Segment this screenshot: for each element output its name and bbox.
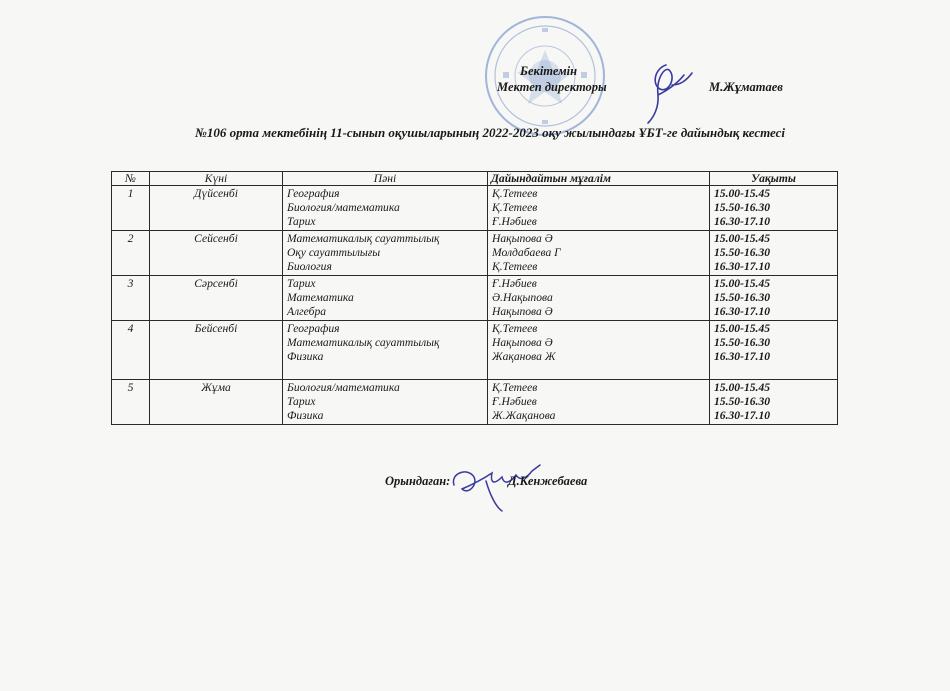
row-subject: Биология/математика <box>287 201 400 214</box>
schedule-table <box>111 171 838 425</box>
approval-role: Мектеп директоры <box>497 80 607 94</box>
row-teacher: Ғ.Нәбиев <box>492 395 537 408</box>
row-teacher: Нақыпова Ә <box>492 305 553 318</box>
row-time: 16.30-17.10 <box>714 409 771 422</box>
table-header-row <box>112 172 838 186</box>
director-name: М.Жұматаев <box>709 80 783 94</box>
row-day: Жұма <box>201 381 231 394</box>
table-row <box>112 276 838 321</box>
row-teacher: Қ.Тетеев <box>492 187 538 200</box>
table-row <box>112 321 838 380</box>
row-teacher: Қ.Тетеев <box>492 322 538 335</box>
row-subject: Биология <box>287 260 332 273</box>
row-time: 15.50-16.30 <box>714 336 771 349</box>
row-teacher: Молдабаева Г <box>492 246 561 259</box>
row-number: 1 <box>127 187 134 200</box>
row-day: Сейсенбі <box>194 232 238 245</box>
executor-label: Орындаған: <box>385 474 451 488</box>
table-row <box>112 186 838 231</box>
row-subject: Оқу сауаттылығы <box>287 246 381 259</box>
row-teacher: Ғ.Нәбиев <box>492 277 537 290</box>
row-time: 15.00-15.45 <box>714 187 771 200</box>
row-time: 15.50-16.30 <box>714 291 771 304</box>
row-subject: Математикалық сауаттылық <box>287 336 440 349</box>
row-subject: Биология/математика <box>287 381 400 394</box>
row-subject: Математикалық сауаттылық <box>287 232 440 245</box>
row-number: 4 <box>127 322 134 335</box>
row-teacher: Нақыпова Ә <box>492 336 553 349</box>
row-number: 5 <box>127 381 134 394</box>
column-header-time: Уақыты <box>710 172 838 186</box>
row-time: 15.00-15.45 <box>714 232 771 245</box>
table-row <box>112 231 838 276</box>
row-day: Сәрсенбі <box>194 277 238 290</box>
row-subject: Физика <box>287 409 324 422</box>
row-day: Дүйсенбі <box>194 187 238 200</box>
row-time: 16.30-17.10 <box>714 215 771 228</box>
row-subject: Тарих <box>287 277 316 290</box>
row-subject: Физика <box>287 350 324 363</box>
row-teacher: Нақыпова Ә <box>492 232 553 245</box>
row-time: 15.00-15.45 <box>714 277 771 290</box>
row-subject: Математика <box>287 291 354 304</box>
row-teacher: Ғ.Нәбиев <box>492 215 537 228</box>
column-header-number: № <box>112 172 150 186</box>
row-time: 16.30-17.10 <box>714 350 771 363</box>
row-teacher: Қ.Тетеев <box>492 260 538 273</box>
row-time: 15.50-16.30 <box>714 395 771 408</box>
row-time: 16.30-17.10 <box>714 260 771 273</box>
row-subject: Алгебра <box>287 305 327 318</box>
row-time: 16.30-17.10 <box>714 305 771 318</box>
row-number: 3 <box>127 277 134 290</box>
row-time: 15.00-15.45 <box>714 381 771 394</box>
page-title: №106 орта мектебінің 11-сынып оқушыларының 2022-2023 оқу жылындағы ҰБТ-ге дайындық кестесі <box>194 125 786 140</box>
row-teacher: Жақанова Ж <box>492 350 556 363</box>
row-number: 2 <box>127 232 134 245</box>
row-time: 15.50-16.30 <box>714 246 771 259</box>
director-signature-icon <box>636 55 698 127</box>
column-header-teacher: Дайындайтын мұғалім <box>488 172 710 186</box>
row-subject: Тарих <box>287 215 316 228</box>
table-row <box>112 380 838 425</box>
row-subject: География <box>287 187 340 200</box>
row-subject: Тарих <box>287 395 316 408</box>
row-day: Бейсенбі <box>194 322 238 335</box>
row-teacher: Ә.Нақыпова <box>492 291 553 304</box>
row-time: 15.00-15.45 <box>714 322 771 335</box>
approval-title: Бекітемін <box>520 64 578 78</box>
column-header-day: Күні <box>150 172 283 186</box>
row-teacher: Қ.Тетеев <box>492 201 538 214</box>
row-subject: География <box>287 322 340 335</box>
column-header-subject: Пәні <box>283 172 488 186</box>
executor-name: Д.Кенжебаева <box>508 474 588 488</box>
row-teacher: Ж.Жақанова <box>492 409 556 422</box>
row-time: 15.50-16.30 <box>714 201 771 214</box>
row-teacher: Қ.Тетеев <box>492 381 538 394</box>
